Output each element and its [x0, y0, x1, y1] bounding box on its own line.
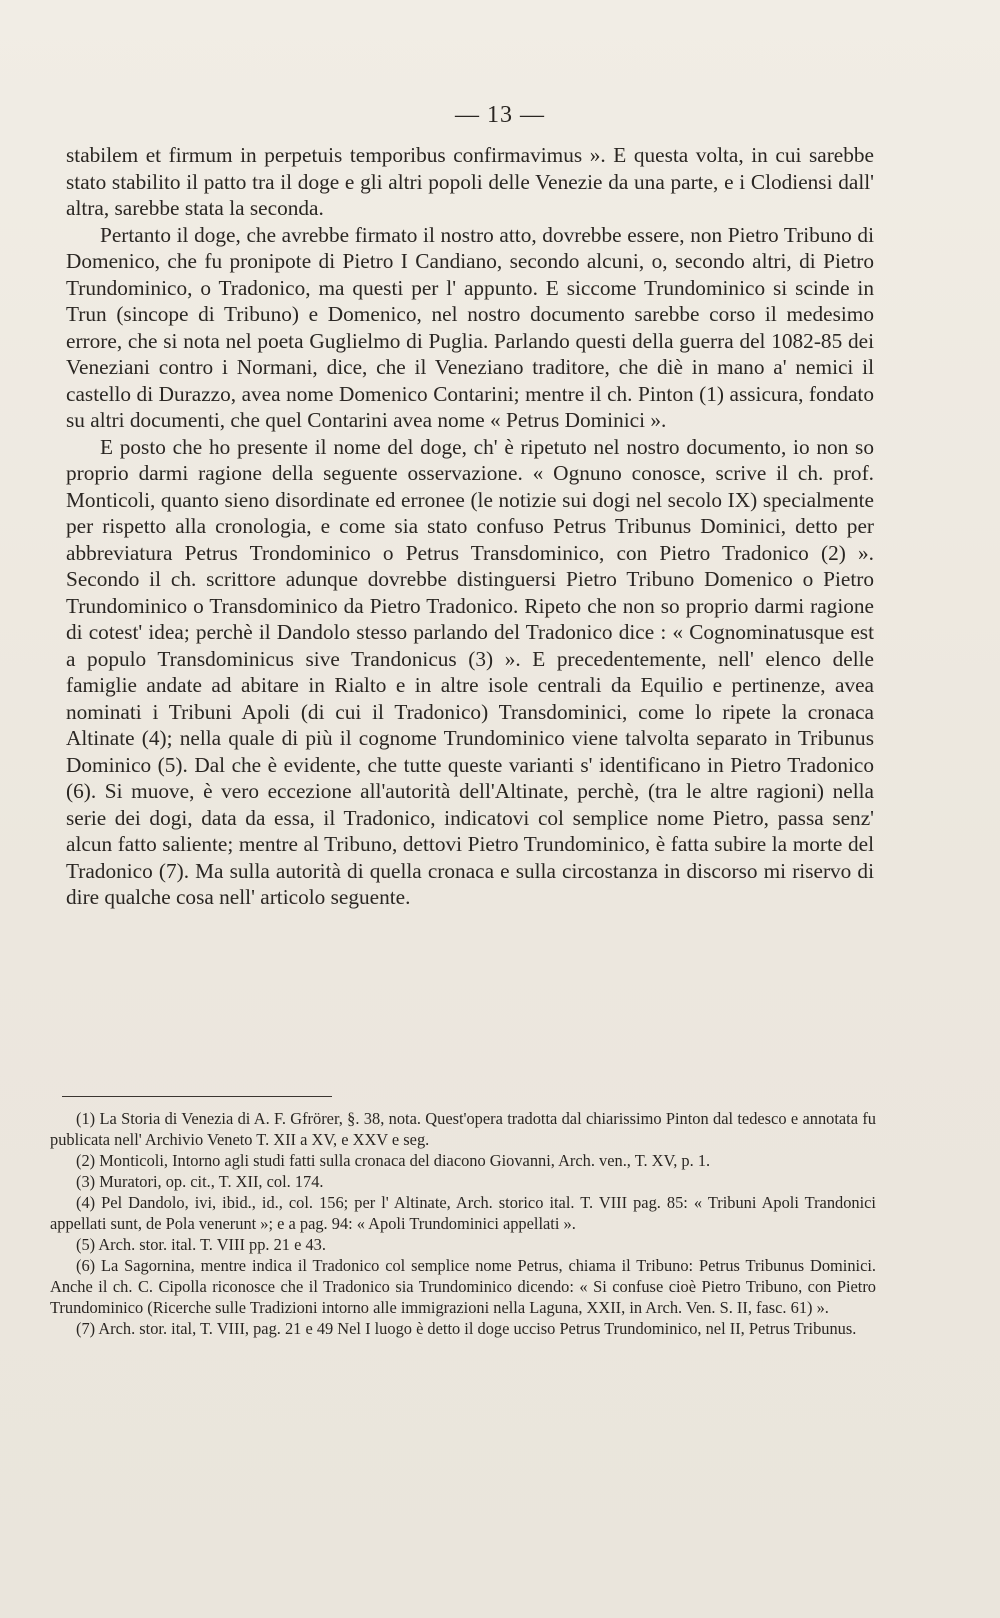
footnote-text: Pel Dandolo, ivi, ibid., id., col. 156; per l' Altinate, Arch. storico ital. T. VIII pag. 85: « Tribuni Apoli Trandonici appellati sunt, de Pola venerunt »; e a pag. 94: « Apoli Trundominici appellati ».: [50, 1193, 876, 1233]
footnote-number: (1): [76, 1109, 96, 1128]
footnote-number: (6): [76, 1256, 96, 1275]
footnote-number: (4): [76, 1193, 96, 1212]
footnote-1: [50, 1108, 876, 1150]
footnote-number: (5): [76, 1235, 96, 1254]
footnote-4: [50, 1192, 876, 1234]
footnote-3: [50, 1171, 876, 1192]
body-paragraph-2: Pertanto il doge, che avrebbe firmato il nostro atto, dovrebbe essere, non Pietro Tribuno di Domenico, che fu pronipote di Pietro I Candiano, secondo alcuni, o, secondo altri, di Pietro Trundominico, o Tradonico, ma questi per l' appunto. E siccome Trundominico si scinde in Trun (sincope di Tribuno) e Domenico, nel nostro documento sarebbe corso il medesimo errore, che si nota nel poeta Guglielmo di Puglia. Parlando questi della guerra del 1082-85 dei Veneziani contro i Normani, dice, che il Veneziano traditore, che diè in mano a' nemici il castello di Durazzo, avea nome Domenico Contarini; mentre il ch. Pinton (1) assicura, fondato su altri documenti, che quel Contarini avea nome « Petrus Dominici ».: [66, 222, 874, 432]
footnote-5: [50, 1234, 876, 1255]
footnote-text: La Sagornina, mentre indica il Tradonico col semplice nome Petrus, chiama il Tribuno: Petrus Tribunus Dominici. Anche il ch. C. Cipolla riconosce che il Tradonico sia Trundominico dicendo: « Si confuse cioè Pietro Tribuno, con Pietro Trundominico (Ricerche sulle Tradizioni intorno alle immigrazioni nella Laguna, XXII, in Arch. Ven. S. II, fasc. 61) ».: [50, 1256, 876, 1317]
footnote-number: (7): [76, 1319, 96, 1338]
footnotes: [50, 1108, 876, 1339]
footnote-divider: [62, 1096, 332, 1097]
body-text: [66, 142, 874, 911]
footnote-6: [50, 1255, 876, 1318]
body-paragraph-3: E posto che ho presente il nome del doge, ch' è ripetuto nel nostro documento, io non so proprio darmi ragione della seguente osservazione. « Ognuno conosce, scrive il ch. prof. Monticoli, quanto sieno disordinate ed erronee (le notizie sui dogi nel secolo IX) specialmente per rispetto alla cronologia, e come sia stato confuso Petrus Tribunus Dominici, detto per abbreviatura Petrus Trondominico o Petrus Transdominico, con Pietro Tradonico (2) ». Secondo il ch. scrittore adunque dovrebbe distinguersi Pietro Tribuno Domenico o Pietro Trundominico o Transdominico da Pietro Tradonico. Ripeto che non so proprio darmi ragione di cotest' idea; perchè il Dandolo stesso parlando del Tradonico dice : « Cognominatusque est a populo Transdominicus sive Trandonicus (3) ». E precedentemente, nell' elenco delle famiglie andate ad abitare in Rialto e in altre isole centrali da Equilio e pertinenze, avea nominati i Tribuni Apoli (di cui il Tradonico) Transdominici, come lo ripete la cronaca Altinate (4); nella quale di più il cognome Trundominico viene talvolta separato in Tribunus Dominico (5). Dal che è evidente, che tutte queste varianti s' identificano in Pietro Tradonico (6). Si muove, è vero eccezione all'autorità dell'Altinate, perchè, (tra le altre ragioni) nella serie dei dogi, data da essa, il Tradonico, indicatovi col semplice nome Pietro, passa senz' alcun fatto saliente; mentre al Tribuno, dettovi Pietro Trundominico, è fatta subire la morte del Tradonico (7). Ma sulla autorità di quella cronaca e sulla circostanza in discorso mi riservo di dire qualche cosa nell' articolo seguente.: [66, 434, 874, 909]
footnote-text: La Storia di Venezia di A. F. Gfrörer, §. 38, nota. Quest'opera tradotta dal chiarissimo Pinton dal tedesco e annotata fu publicata nell' Archivio Veneto T. XII a XV, e XXV e seg.: [50, 1109, 876, 1149]
footnote-text: Arch. stor. ital. T. VIII pp. 21 e 43.: [98, 1235, 326, 1254]
body-paragraph-1: stabilem et firmum in perpetuis temporibus confirmavimus ». E questa volta, in cui sarebbe stato stabilito il patto tra il doge e gli altri popoli delle Venezie da una parte, e i Clodiensi dall' altra, sarebbe stata la seconda.: [66, 143, 874, 220]
footnote-text: Arch. stor. ital, T. VIII, pag. 21 e 49 Nel I luogo è detto il doge ucciso Petrus Trundominico, nel II, Petrus Tribunus.: [98, 1319, 857, 1338]
footnote-number: (2): [76, 1151, 96, 1170]
footnote-7: [50, 1318, 876, 1339]
footnote-number: (3): [76, 1172, 96, 1191]
footnote-text: Muratori, op. cit., T. XII, col. 174.: [99, 1172, 324, 1191]
footnote-2: [50, 1150, 876, 1171]
footnote-text: Monticoli, Intorno agli studi fatti sulla cronaca del diacono Giovanni, Arch. ven., T. XV, p. 1.: [99, 1151, 711, 1170]
page-number: — 13 —: [455, 102, 545, 128]
